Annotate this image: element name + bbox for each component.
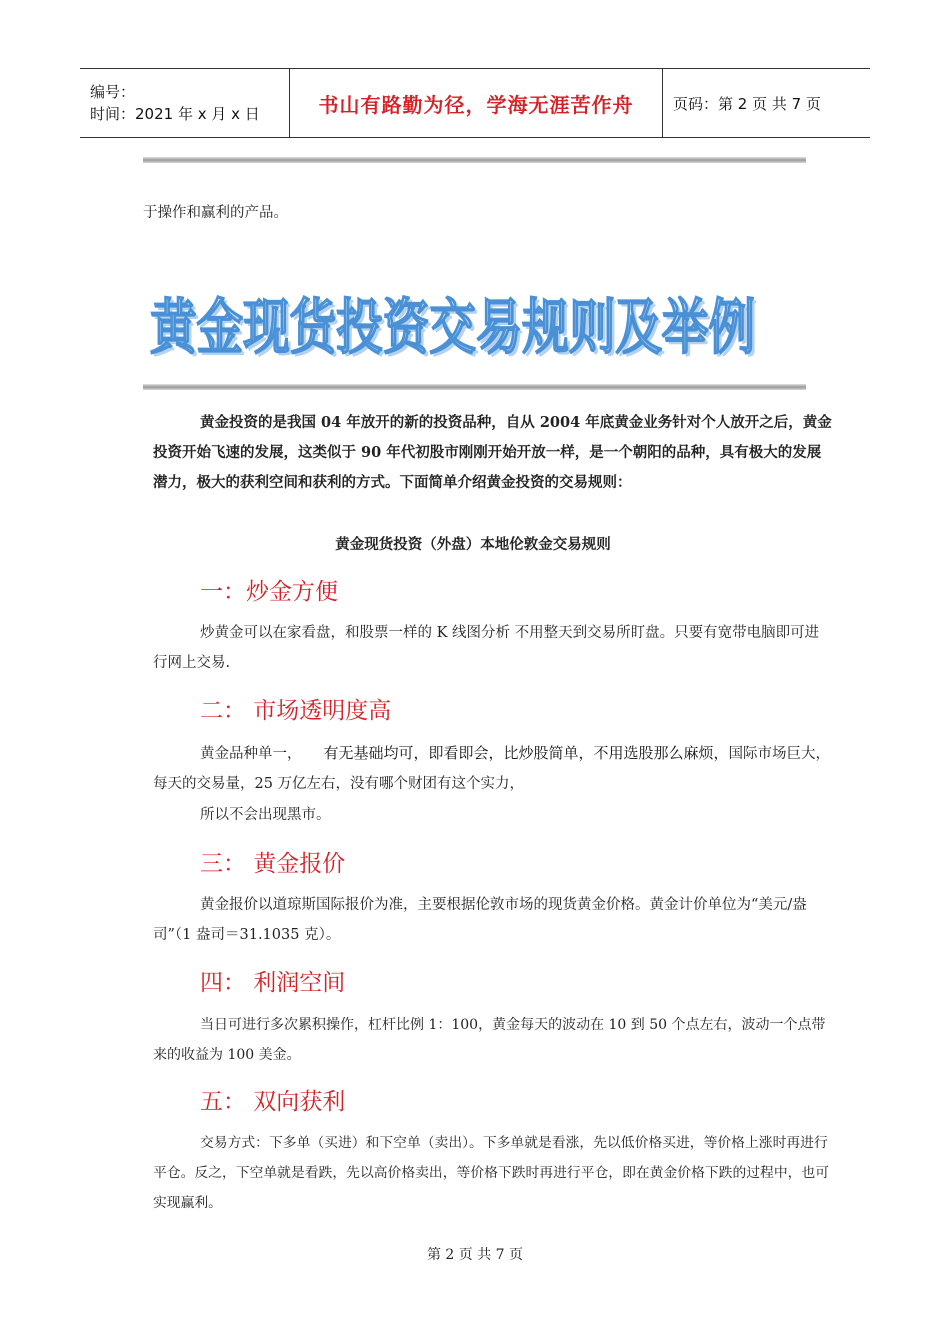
subtitle: 黄金现货投资（外盘）本地伦敦金交易规则	[335, 536, 611, 553]
intro-fragment: 于操作和赢利的产品。	[143, 205, 288, 221]
section-body-2-c: 国际市场巨大，每天的交易量，25 万亿左右，没有哪个财团有这个实力，	[153, 746, 831, 792]
section-heading-1: 一：炒金方便	[200, 579, 338, 605]
top-divider	[143, 157, 806, 163]
page-footer: 第 2 页 共 7 页	[426, 1247, 524, 1263]
section-body-1: 炒黄金可以在家看盘，和股票一样的 K 线图分析 不用整天到交易所盯盘。只要有宽带电脑即可进行网上交易.	[153, 625, 820, 671]
section-heading-5: 五： 双向获利	[200, 1089, 346, 1115]
section-heading-3: 三： 黄金报价	[200, 851, 346, 877]
number-label: 编号：	[90, 83, 136, 101]
header-meta	[80, 69, 289, 137]
title-art-text: 黄金现货投资交易规则及举例	[150, 293, 755, 363]
section-body-4: 当日可进行多次累积操作，杠杆比例 1：100，黄金每天的波动在 10 到 50 个点左右，波动一个点带来的收益为 100 美金。	[153, 1017, 826, 1063]
section-body-2-a: 黄金品种单一，	[200, 746, 302, 762]
section-body-5: 交易方式：下多单（买进）和下空单（卖出）。下多单就是看涨，先以低价格买进，等价格上涨时再进行平仓。反之，下空单就是看跌，先以高价格卖出，等价格下跌时再进行平仓，即在黄金价格下跌的过程中，也可实现赢利。	[153, 1135, 830, 1211]
header-page-info-cell	[663, 69, 870, 137]
section-heading-2: 二： 市场透明度高	[200, 698, 392, 724]
section-body-2-b: 有无基础均可，即看即会，比炒股简单，不用选股那么麻烦，	[323, 744, 729, 762]
date-line: 时间：2021 年 x 月 x 日	[90, 105, 260, 123]
section-body-2-d: 所以不会出现黑市。	[200, 807, 331, 823]
section-body-2	[153, 738, 833, 799]
title-divider	[143, 384, 806, 390]
page-info: 页码：第 2 页 共 7 页	[673, 94, 821, 113]
document-header	[80, 68, 870, 138]
section-heading-4: 四： 利润空间	[200, 970, 346, 996]
motto: 书山有路勤为径，学海无涯苦作舟	[318, 92, 634, 117]
intro-paragraph: 黄金投资的是我国 04 年放开的新的投资品种，自从 2004 年底黄金业务针对个人放开之后，黄金投资开始飞速的发展，这类似于 90 年代初股市刚刚开始开放一样，是一个朝阳的品种，具有极大的发展潜力，极大的获利空间和获利的方式。下面简单介绍黄金投资的交易规则：	[153, 414, 832, 491]
title-art	[150, 276, 830, 372]
section-body-3: 黄金报价以道琼斯国际报价为准，主要根据伦敦市场的现货黄金价格。黄金计价单位为“美元/盎司”（1 盎司＝31.1035 克）。	[153, 897, 807, 943]
header-motto-cell	[289, 69, 663, 137]
title-art-shadow: 黄金现货投资交易规则及举例	[153, 296, 758, 366]
